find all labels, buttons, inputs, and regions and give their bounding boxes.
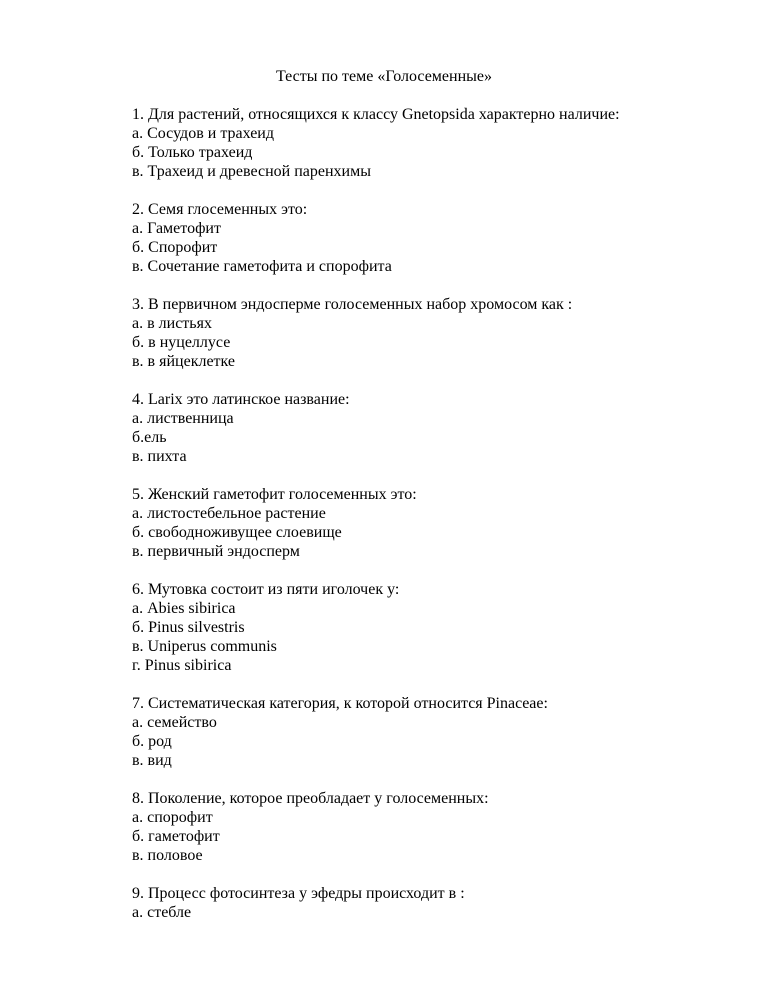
question-1	[132, 105, 752, 181]
question-text: 7. Систематическая категория, к которой относится Pinaceae:	[132, 695, 548, 712]
question-7	[132, 694, 752, 770]
answer-option: а. семейство	[132, 714, 217, 731]
answer-option: б. род	[132, 733, 172, 750]
question-5	[132, 485, 752, 561]
question-text: 1. Для растений, относящихся к классу Gnetopsida характерно наличие:	[132, 106, 620, 123]
answer-option: г. Pinus sibirica	[132, 657, 232, 674]
question-6	[132, 580, 752, 675]
question-text: 3. В первичном эндосперме голосеменных набор хромосом как :	[132, 296, 573, 313]
question-text: 6. Мутовка состоит из пяти иголочек у:	[132, 581, 400, 598]
question-8	[132, 789, 752, 865]
answer-option: в. вид	[132, 752, 172, 769]
answer-option: в. половое	[132, 847, 203, 864]
answer-option: а. спорофит	[132, 809, 213, 826]
answer-option: б. свободноживущее слоевище	[132, 524, 342, 541]
answer-option: б. Спорофит	[132, 239, 218, 256]
answer-option: б. Pinus silvestris	[132, 619, 245, 636]
answer-option: а. листостебельное растение	[132, 505, 326, 522]
question-4	[132, 390, 752, 466]
answer-option: а. лиственница	[132, 410, 234, 427]
question-2	[132, 200, 752, 276]
answer-option: б. гаметофит	[132, 828, 220, 845]
answer-option: в. Uniperus communis	[132, 638, 277, 655]
answer-option: а. Гаметофит	[132, 220, 221, 237]
answer-option: а. Abies sibirica	[132, 600, 236, 617]
answer-option: б. Только трахеид	[132, 144, 253, 161]
answer-option: а. в листьях	[132, 315, 212, 332]
answer-option: б. в нуцеллусе	[132, 334, 231, 351]
answer-option: а. стебле	[132, 904, 192, 921]
question-text: 4. Larix это латинское название:	[132, 391, 350, 408]
question-text: 5. Женский гаметофит голосеменных это:	[132, 486, 417, 503]
answer-option: б.ель	[132, 429, 167, 446]
question-text: 9. Процесс фотосинтеза у эфедры происходит в :	[132, 885, 465, 902]
answer-option: в. Сочетание гаметофита и спорофита	[132, 258, 392, 275]
question-text: 8. Поколение, которое преобладает у голосеменных:	[132, 790, 489, 807]
answer-option: в. первичный эндосперм	[132, 543, 300, 560]
question-3	[132, 295, 752, 371]
question-text: 2. Семя глосеменных это:	[132, 201, 308, 218]
answer-option: а. Сосудов и трахеид	[132, 125, 275, 142]
answer-option: в. в яйцеклетке	[132, 353, 236, 370]
document-title: Тесты по теме «Голосеменные»	[275, 68, 492, 85]
answer-option: в. Трахеид и древесной паренхимы	[132, 163, 371, 180]
answer-option: в. пихта	[132, 448, 187, 465]
question-9	[132, 884, 752, 922]
